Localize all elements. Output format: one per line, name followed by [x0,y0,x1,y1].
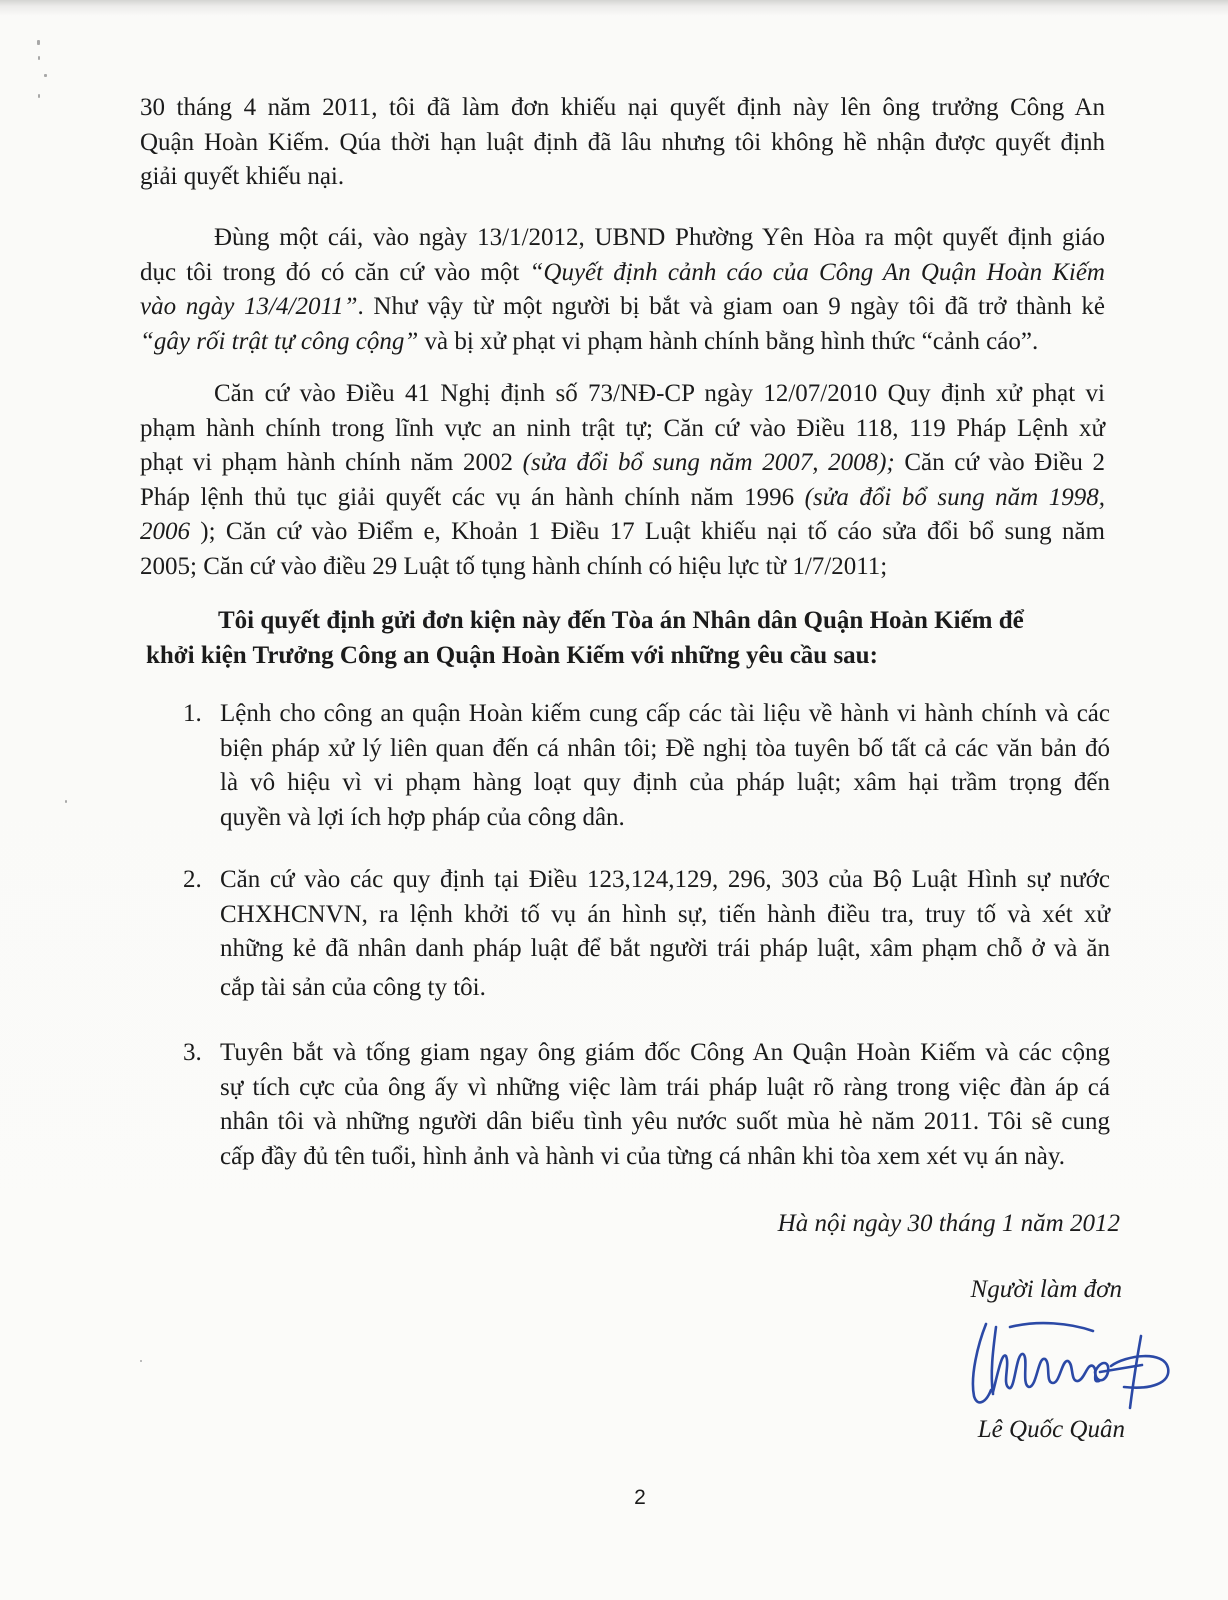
text-line: Căn cứ vào các quy định tại Điều 123,124,129, 296, 303 của Bộ Luật Hình sự nước [220,866,1110,893]
paragraph-education-decision [140,221,1105,359]
paragraph-complaint-history [140,91,1105,195]
signature-stroke [973,1324,991,1402]
quoted-decision: vào ngày 13/4/2011” [140,293,358,320]
text-line: phạm hành chính trong lĩnh vực an ninh trật tự; Căn cứ vào Điều 118, 119 Pháp Lệnh xử [140,414,1105,442]
signature-stroke [1010,1323,1093,1331]
text-line: cấp đầy đủ tên tuổi, hình ảnh và hành vi của từng cá nhân khi tòa xem xét vụ án này. [220,1142,1066,1170]
list-number: 3. [183,1039,202,1066]
text-line: Đùng một cái, vào ngày 13/1/2012, UBND Phường Yên Hòa ra một quyết định giáo [214,224,1105,251]
text-line: giải quyết khiếu nại. [140,163,345,190]
text-line: CHXHCNVN, ra lệnh khởi tố vụ án hình sự, tiến hành điều tra, truy tố và xét xử [220,900,1110,928]
text-line [140,256,1105,291]
text-segment: dục tôi trong đó có căn cứ vào một [140,258,530,286]
decision-statement-line: khởi kiện Trưởng Công an Quận Hoàn Kiếm với những yêu cầu sau: [146,642,878,669]
signature-stroke [993,1354,1099,1392]
quoted-charge: “gây rối trật tự công cộng” [140,327,419,355]
signature-stroke [1111,1356,1168,1388]
text-line: sự tích cực của ông ấy vì những việc làm trái pháp luật rõ ràng trong việc đàn áp cá [220,1073,1110,1101]
scan-mark [140,1360,142,1362]
text-segment: Căn cứ vào Điều 2 [894,449,1105,476]
amendment-note: (sửa đổi bổ sung năm 1998, [804,483,1106,511]
list-item [220,697,1110,835]
amendment-note: (sửa đổi bổ sung năm 2007, 2008); [522,449,895,476]
list-number: 2. [183,866,202,893]
list-item [220,1036,1110,1174]
text-line [140,481,1105,516]
text-line: nhân tôi và những người dân biểu tình yêu nước suốt mùa hè năm 2011. Tôi sẽ cung [220,1108,1110,1135]
amendment-note: 2006 [140,518,190,545]
quoted-decision: “Quyết định cảnh cáo của Công An Quận Hoàn Kiếm [529,258,1105,286]
document-date: Hà nội ngày 30 tháng 1 năm 2012 [777,1210,1120,1237]
text-line: 30 tháng 4 năm 2011, tôi đã làm đơn khiếu nại quyết định này lên ông trưởng Công An [140,94,1105,121]
text-line: là vô hiệu vì vi phạm hàng loạt quy định của pháp luật; xâm hại trầm trọng đến [220,769,1110,796]
text-line: Căn cứ vào Điều 41 Nghị định số 73/NĐ-CP ngày 12/07/2010 Quy định xử phạt vi [214,380,1105,407]
text-line: 2005; Căn cứ vào điều 29 Luật tố tụng hành chính có hiệu lực từ 1/7/2011; [140,552,888,580]
text-line: Tuyên bắt và tống giam ngay ông giám đốc Công An Quận Hoàn Kiếm và các cộng [220,1039,1110,1066]
page-number: 2 [634,1486,646,1509]
scan-mark [44,74,47,77]
text-line: những kẻ đã nhân danh pháp luật để bắt người trái pháp luật, xâm phạm chỗ ở và ăn [220,935,1110,962]
text-line [140,325,1105,360]
scan-mark [37,40,40,45]
list-number: 1. [183,700,202,727]
handwritten-signature [950,1310,1175,1418]
text-line: Quận Hoàn Kiếm. Qúa thời hạn luật định đã lâu nhưng tôi không hề nhận được quyết định [140,128,1105,156]
text-segment: . Như vậy từ một người bị bắt và giam oan 9 ngày tôi đã trở thành kẻ [357,293,1105,320]
text-line [140,515,1105,550]
text-segment: phạt vi phạm hành chính năm 2002 [140,449,523,476]
text-segment: và bị xử phạt vi phạm hành chính bằng hình thức “cảnh cáo”. [418,327,1039,355]
text-line [140,290,1105,325]
scan-mark [38,94,40,98]
decision-statement-line: Tôi quyết định gửi đơn kiện này đến Tòa án Nhân dân Quận Hoàn Kiếm để [218,607,1024,634]
signature-stroke [1130,1336,1141,1408]
text-line: biện pháp xử lý liên quan đến cá nhân tôi; Đề nghị tòa tuyên bố tất cả các văn bản đó [220,734,1110,762]
text-segment: ); Căn cứ vào Điểm e, Khoản 1 Điều 17 Luật khiếu nại tố cáo sửa đổi bổ sung năm [190,518,1105,545]
paragraph-legal-basis [140,377,1105,584]
list-item [220,863,1110,1005]
text-line: Lệnh cho công an quận Hoàn kiếm cung cấp các tài liệu về hành vi hành chính và các [220,700,1110,727]
signer-name: Lê Quốc Quân [977,1416,1125,1443]
text-line: cắp tài sản của công ty tôi. [220,973,486,1001]
scan-mark [65,800,67,803]
signer-title: Người làm đơn [970,1276,1122,1303]
scan-mark [38,56,40,60]
text-segment: Pháp lệnh thủ tục giải quyết các vụ án hành chính năm 1996 [140,483,805,511]
text-line [140,446,1105,481]
text-line: quyền và lợi ích hợp pháp của công dân. [220,803,625,831]
